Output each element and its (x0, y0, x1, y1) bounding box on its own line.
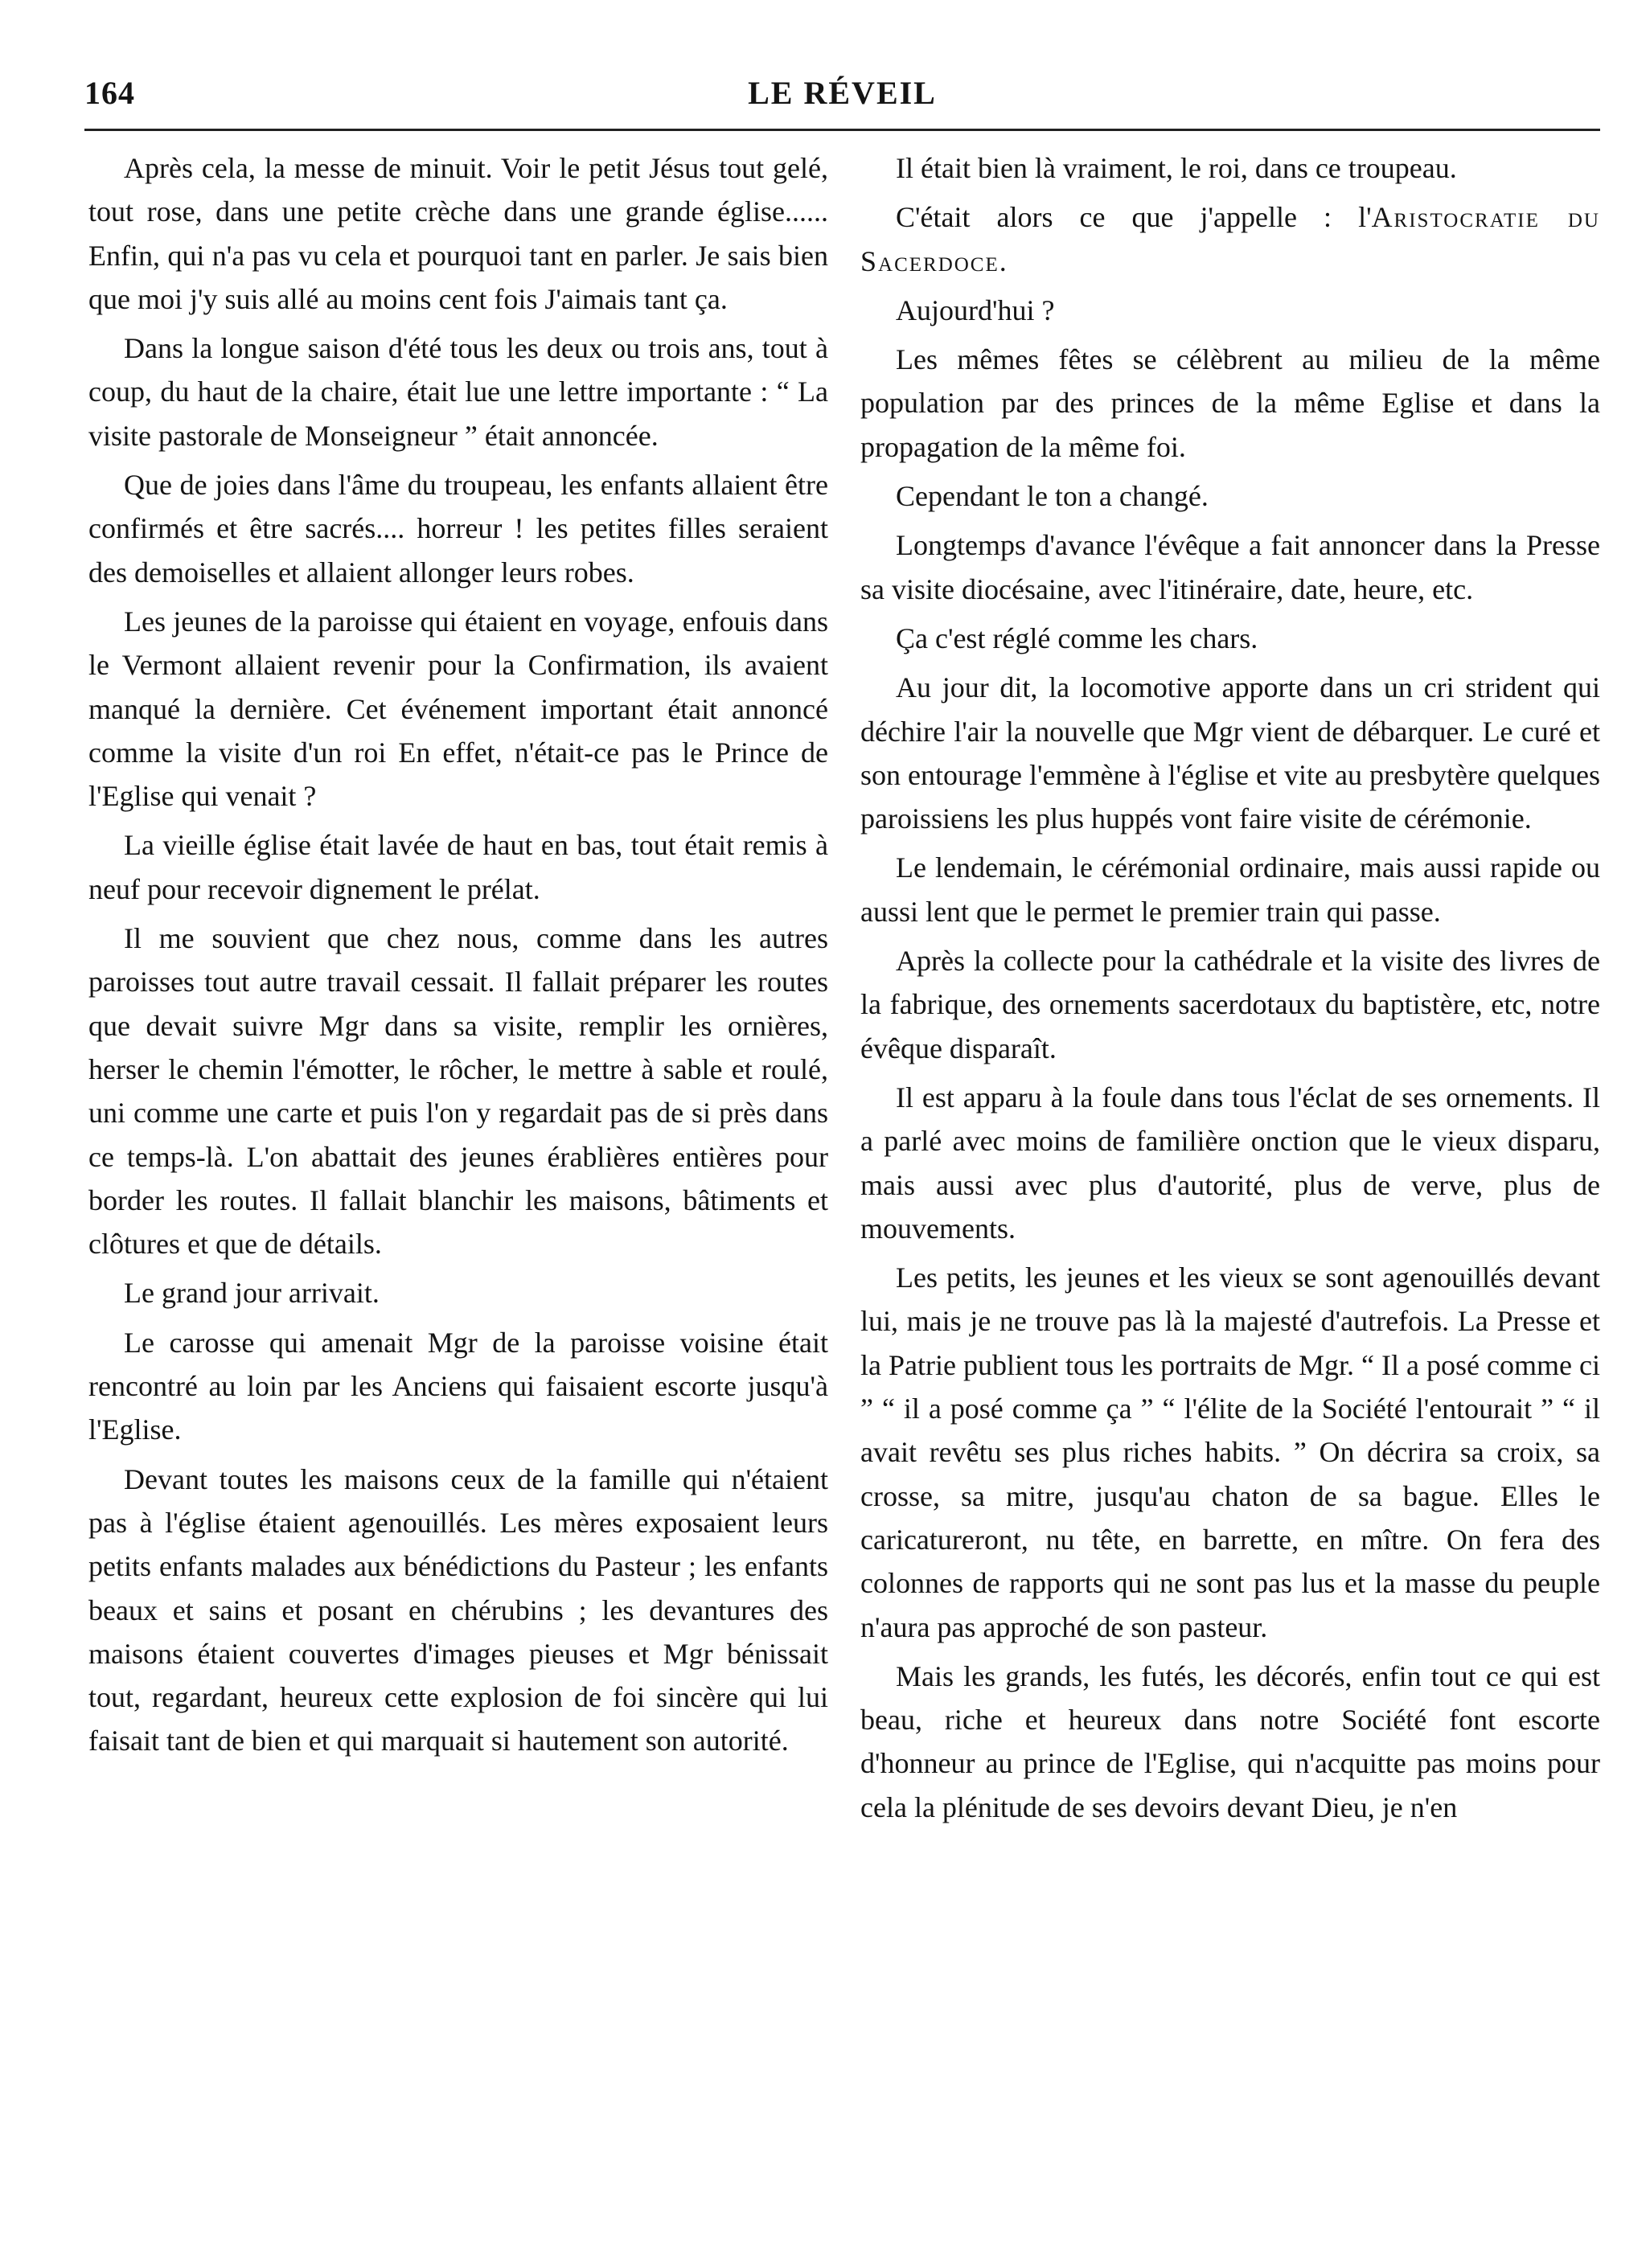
page-number: 164 (84, 75, 135, 111)
journal-title: LE RÉVEIL (748, 75, 937, 111)
left-column (88, 146, 828, 1769)
paragraph: Mais les grands, les futés, les décorés, enfin tout ce qui est beau, riche et heureux dans notre Société font escorte d'honneur au prince de l'Eglise, qui n'acquitte pas moins pour cela la plénitude de ses devoirs devant Dieu, je n'en (860, 1659, 1600, 1823)
paragraph: Il est apparu à la foule dans tous l'éclat de ses ornements. Il a parlé avec moins de familière onction que le vieux disparu, mais aussi avec plus d'autorité, plus de verve, plus de mouvements. (860, 1081, 1600, 1245)
paragraph: Il me souvient que chez nous, comme dans les autres paroisses tout autre travail cessait. Il fallait préparer les routes que devait suivre Mgr dans sa visite, remplir les ornières, herser le chemin l'émotter, le rôcher, le mettre à sable et roulé, uni comme une carte et puis l'on y regardait pas de si près dans ce temps-là. L'on abattait des jeunes érablières entières pour border les routes. Il fallait blanchir les maisons, bâtiments et clôtures et que de détails. (88, 922, 828, 1261)
paragraph-aristocratie (860, 195, 1600, 283)
paragraph: Devant toutes les maisons ceux de la famille qui n'étaient pas à l'église étaient agenouillés. Les mères exposaient leurs petits enfants malades aux bénédictions du Pasteur ; les enfants beaux et sains et posant en chérubins ; les devantures des maisons étaient couvertes d'images pieuses et Mgr bénissait tout, regardant, heureux cette explosion de foi sincère qui lui faisait tant de bien et qui marquait si hautement son autorité. (88, 1462, 828, 1757)
header-rule (84, 129, 1600, 131)
paragraph: Après la collecte pour la cathédrale et la visite des livres de la fabrique, des ornements sacerdotaux du baptistère, etc, notre évêque disparaît. (860, 945, 1600, 1064)
paragraph: Aujourd'hui ? (896, 293, 1055, 326)
paragraph: Le lendemain, le cérémonial ordinaire, mais aussi rapide ou aussi lent que le permet le premier train qui passe. (860, 851, 1600, 928)
paragraph: Après cela, la messe de minuit. Voir le petit Jésus tout gelé, tout rose, dans une petite crèche dans une grande église...... Enfin, qui n'a pas vu cela et pourquoi tant en parler. Je sais bien que moi j'y suis allé au moins cent fois J'aimais tant ça. (88, 152, 828, 315)
paragraph: Cependant le ton a changé. (896, 480, 1209, 513)
paragraph: Ça c'est réglé comme les chars. (896, 621, 1258, 654)
paragraph: Que de joies dans l'âme du troupeau, les enfants allaient être confirmés et être sacrés.... horreur ! les petites filles seraient des demoiselles et allaient allonger leurs robes. (88, 469, 828, 589)
page-header (84, 74, 1600, 122)
paragraph: Les jeunes de la paroisse qui étaient en voyage, enfouis dans le Vermont allaient revenir pour la Confirmation, ils avaient manqué la dernière. Cet événement important était annoncé comme la visite d'un roi En effet, n'était-ce pas le Prince de l'Eglise qui venait ? (88, 605, 828, 813)
small-caps-phrase: Aristocratie du Sacerdoce. (860, 201, 1600, 277)
paragraph: Il était bien là vraiment, le roi, dans ce troupeau. (896, 152, 1457, 184)
paragraph: Longtemps d'avance l'évêque a fait annoncer dans la Presse sa visite diocésaine, avec l'itinéraire, date, heure, etc. (860, 529, 1600, 605)
paragraph: Au jour dit, la locomotive apporte dans un cri strident qui déchire l'air la nouvelle que Mgr vient de débarquer. Le curé et son entourage l'emmène à l'église et vite au presbytère quelques paroissiens les plus huppés vont faire visite de cérémonie. (860, 671, 1600, 835)
paragraph: La vieille église était lavée de haut en bas, tout était remis à neuf pour recevoir dignement le prélat. (88, 829, 828, 905)
right-column (860, 146, 1600, 1835)
paragraph: Le grand jour arrivait. (124, 1277, 380, 1310)
paragraph: Le carosse qui amenait Mgr de la paroisse voisine était rencontré au loin par les Anciens qui faisaient escorte jusqu'à l'Eglise. (88, 1326, 828, 1446)
paragraph-text: C'était alors ce que j'appelle : l' (896, 201, 1372, 234)
paragraph: Dans la longue saison d'été tous les deux ou trois ans, tout à coup, du haut de la chaire, était lue une lettre importante : “ La visite pastorale de Monseigneur ” était annoncée. (88, 332, 828, 452)
paragraph: Les petits, les jeunes et les vieux se sont agenouillés devant lui, mais je ne trouve pas là la majesté d'autrefois. La Presse et la Patrie publient tous les portraits de Mgr. “ Il a posé comme ci ” “ il a posé comme ça ” “ l'élite de la Société l'entourait ” “ il avait revêtu ses plus riches habits. ” On décrira sa croix, sa crosse, sa mitre, jusqu'au chaton de sa bague. Elles le caricatureront, nu tête, en barrette, en mître. On fera des colonnes de rapports qui ne sont pas lus et la masse du peuple n'aura pas approché de son pasteur. (860, 1261, 1600, 1643)
paragraph: Les mêmes fêtes se célèbrent au milieu de la même population par des princes de la même Eglise et dans la propagation de la même foi. (860, 343, 1600, 463)
